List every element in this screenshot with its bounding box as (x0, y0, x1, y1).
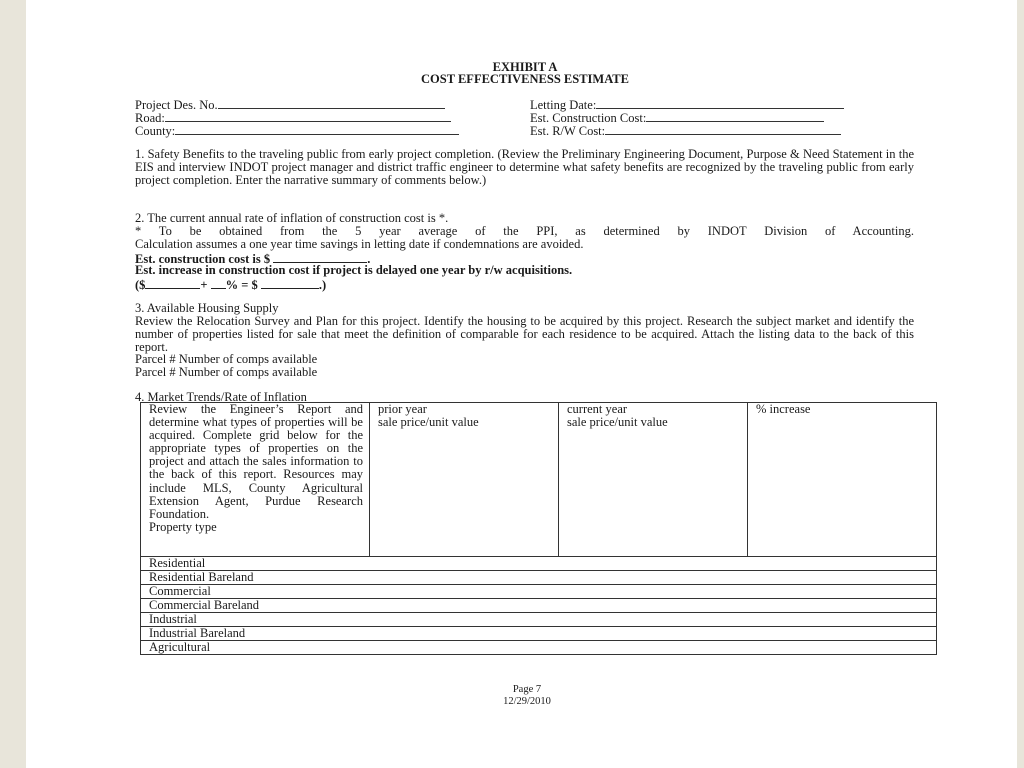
construction-cost-blank (646, 110, 824, 122)
ppi-note: * To be obtained from the 5 year average of the PPI, as determined by INDOT Division of Accounting. (135, 224, 914, 238)
formula-open: ($ (135, 278, 146, 292)
road-blank (165, 110, 451, 122)
market-trends-heading: 4. Market Trends/Rate of Inflation (135, 390, 307, 404)
project-des-blank (218, 97, 445, 109)
formula-blank-result (261, 277, 319, 289)
prior-year-sublabel: sale price/unit value (378, 415, 479, 430)
table-row (141, 627, 937, 641)
housing-supply-heading: 3. Available Housing Supply (135, 301, 279, 315)
time-savings-note: Calculation assumes a one year time savings in letting date if condemnations are avoided. (135, 237, 584, 251)
prior-year-label: prior year (378, 402, 427, 416)
current-year-header (559, 403, 748, 557)
current-year-label: current year (567, 402, 628, 416)
project-des-label: Project Des. No. (135, 98, 218, 112)
table-row (141, 641, 937, 655)
property-type-cell: Residential (141, 557, 937, 571)
property-type-cell: Commercial (141, 585, 937, 599)
formula-blank-percent (211, 277, 226, 289)
housing-supply-text: Review the Relocation Survey and Plan for this project. Identify the housing to be acquired by this project. Research the subject market and identify the number of properties listed for sale that meet the definition of comparable for each residence to be acquired. Attach the listing data to the back of this report. (135, 314, 914, 355)
county-label: County: (135, 124, 176, 138)
est-cost-end: . (367, 252, 371, 266)
rw-cost-field (530, 123, 841, 138)
cost-formula-line (135, 277, 326, 292)
percent-increase-header (748, 403, 937, 557)
property-type-cell: Agricultural (141, 641, 937, 655)
table-description: Review the Engineer’s Report and determine what types of properties will be acquired. Complete grid below for the appropriate types of properties on the project and attach the sales information to the back of this report. Resources may include MLS, County Agricultural Extension Agent, Purdue Research Foundation. (149, 402, 363, 521)
est-increase-line: Est. increase in construction cost if project is delayed one year by r/w acquisitions. (135, 263, 573, 277)
table-row (141, 571, 937, 585)
construction-cost-label: Est. Construction Cost: (530, 111, 647, 125)
table-row (141, 599, 937, 613)
page-number: Page 7 (512, 684, 542, 695)
property-type-cell: Commercial Bareland (141, 599, 937, 613)
table-row (141, 585, 937, 599)
formula-percent: % = $ (225, 278, 258, 292)
formula-blank-amount (145, 277, 200, 289)
formula-close: .) (318, 278, 327, 292)
road-label: Road: (135, 111, 165, 125)
property-type-cell: Industrial Bareland (141, 627, 937, 641)
rw-cost-blank (605, 123, 841, 135)
property-type-label: Property type (149, 519, 217, 534)
property-type-cell: Residential Bareland (141, 571, 937, 585)
est-cost-label: Est. construction cost is $ (135, 252, 271, 266)
table-description-cell (141, 403, 370, 557)
est-cost-blank (273, 251, 367, 263)
current-year-sublabel: sale price/unit value (567, 415, 668, 430)
percent-increase-label: % increase (756, 402, 811, 416)
formula-plus: + (200, 278, 208, 292)
county-blank (175, 123, 459, 135)
exhibit-title: EXHIBIT A (492, 60, 558, 74)
parcel-line-2: Parcel # Number of comps available (135, 365, 318, 379)
table-header-row (141, 403, 937, 557)
table-row (141, 613, 937, 627)
letting-date-label: Letting Date: (530, 98, 597, 112)
property-type-cell: Industrial (141, 613, 937, 627)
exhibit-subtitle: COST EFFECTIVENESS ESTIMATE (421, 72, 629, 86)
county-field (135, 123, 459, 138)
letting-date-blank (596, 97, 844, 109)
inflation-rate-line: 2. The current annual rate of inflation of construction cost is *. (135, 211, 449, 225)
page-date: 12/29/2010 (503, 696, 551, 707)
market-trends-table (140, 402, 937, 655)
parcel-line-1: Parcel # Number of comps available (135, 352, 318, 366)
section-safety-benefits: 1. Safety Benefits to the traveling public from early project completion. (Review the Preliminary Engineering Document, Purpose & Need Statement in the EIS and interview INDOT project manager and district traffic engineer to determine what safety benefits are recognized by the traveling public from early project completion. Enter the narrative summary of comments below.) (135, 147, 914, 188)
rw-cost-label: Est. R/W Cost: (530, 124, 606, 138)
prior-year-header (370, 403, 559, 557)
table-row (141, 557, 937, 571)
